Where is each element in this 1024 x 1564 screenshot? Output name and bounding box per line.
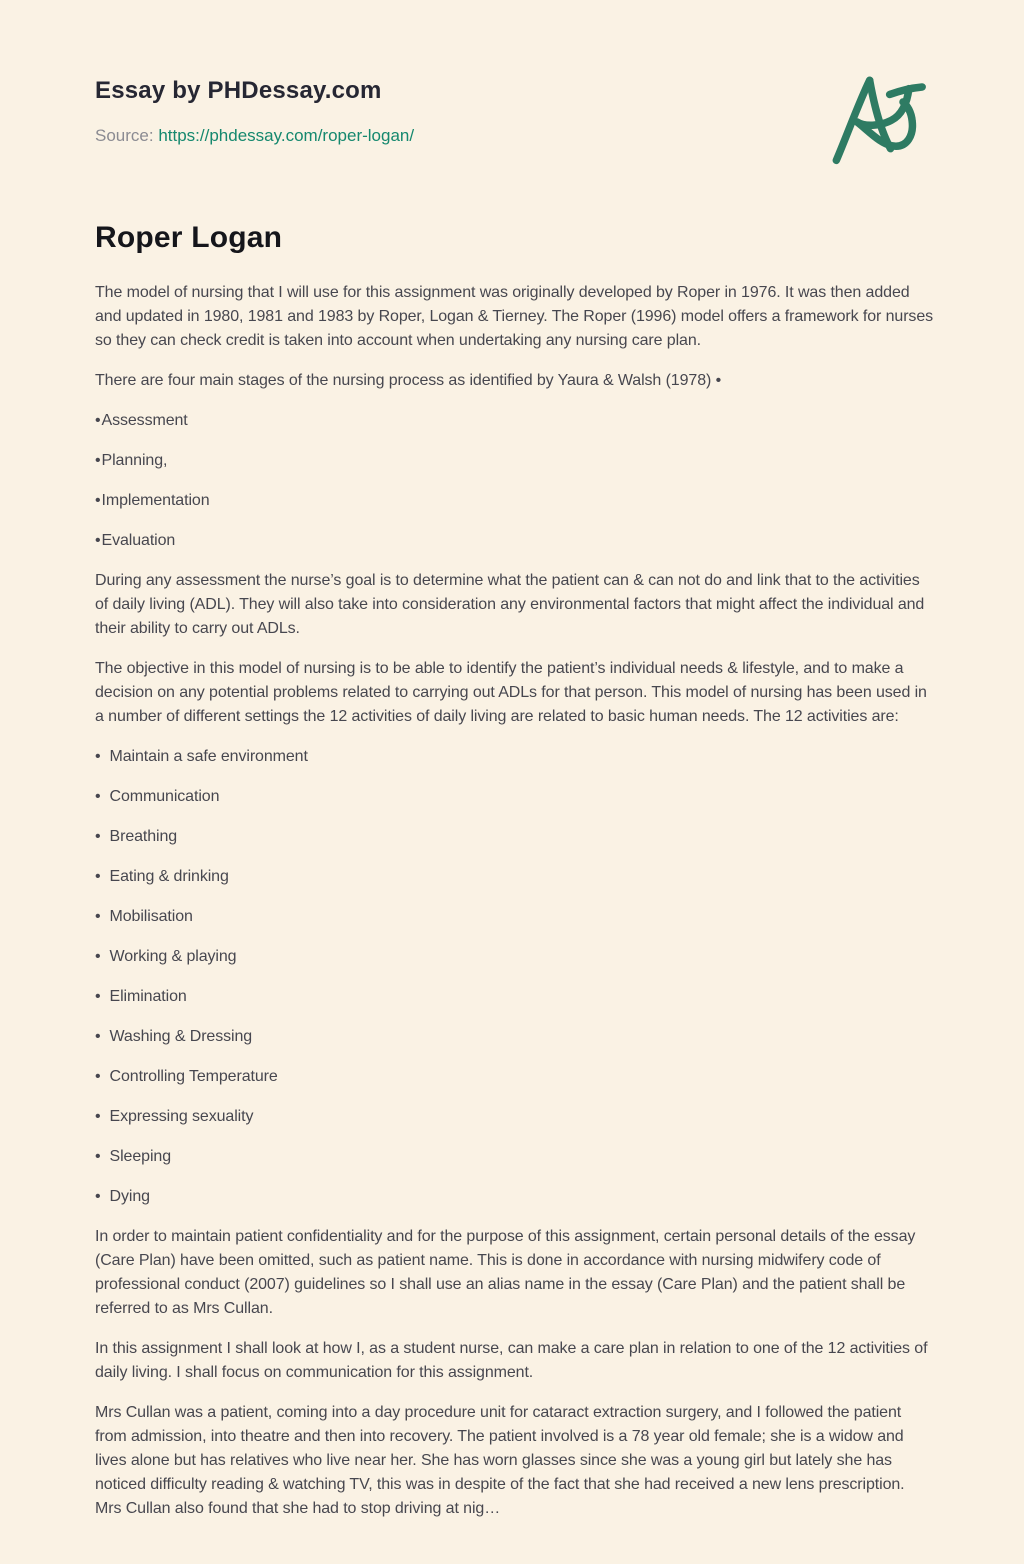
list-item — [95, 449, 935, 473]
list-item — [95, 785, 935, 809]
bullet-icon: • — [95, 1028, 101, 1045]
stage-label: Assessment — [101, 412, 188, 429]
list-item — [95, 1185, 935, 1209]
bullet-icon: • — [95, 492, 101, 509]
bullet-icon: • — [95, 412, 101, 429]
bullet-icon: • — [95, 988, 101, 1005]
activity-label: Eating & drinking — [109, 868, 229, 885]
essay-byline: Essay by PHDessay.com — [95, 77, 382, 104]
activity-label: Elimination — [109, 988, 187, 1005]
activity-label: Working & playing — [109, 948, 237, 965]
intro-paragraph: The model of nursing that I will use for this assignment was originally developed by Roper in 1976. It was then added and updated in 1980, 1981 and 1983 by Roper, Logan & Tierney. The Roper (1996) model offers a framework for nurses so they can check credit is taken into account when undertaking any nursing care plan. — [95, 284, 934, 349]
objective-paragraph: The objective in this model of nursing is to be able to identify the patient’s individual needs & lifestyle, and to make a decision on any potential problems related to carrying out ADLs for that person. This model of nursing has been used in a number of different settings the 12 activities of daily living are related to basic human needs. The 12 activities are: — [95, 660, 927, 725]
list-item — [95, 409, 935, 433]
patient-paragraph: Mrs Cullan was a patient, coming into a day procedure unit for cataract extraction surgery, and I followed the patient from admission, into theatre and then into recovery. The patient involved is a 78 year old female; she is a widow and lives alone but has relatives who live near her. She has worn glasses since she was a young girl but lately she has noticed difficulty reading & watching TV, this was in despite of the fact that she had received a new lens prescription. Mrs Cullan also found that she had to stop driving at nig… — [95, 1404, 905, 1517]
activity-label: Dying — [109, 1188, 150, 1205]
activity-label: Breathing — [109, 828, 178, 845]
source-label: Source: — [95, 126, 154, 145]
page-header — [95, 76, 929, 147]
bullet-icon: • — [95, 532, 101, 549]
activity-label: Communication — [109, 788, 220, 805]
bullet-icon: • — [95, 868, 101, 885]
list-item — [95, 489, 935, 513]
bullet-icon: • — [95, 908, 101, 925]
bullet-icon: • — [95, 788, 101, 805]
list-item — [95, 1145, 935, 1169]
list-item — [95, 1065, 935, 1089]
page-title: Roper Logan — [95, 221, 283, 254]
daily-living-activities-list — [95, 745, 935, 1209]
list-item — [95, 945, 935, 969]
activity-label: Mobilisation — [109, 908, 193, 925]
stages-intro-paragraph: There are four main stages of the nursing process as identified by Yaura & Walsh (1978) • — [95, 372, 722, 389]
bullet-icon: • — [95, 948, 101, 965]
source-line — [95, 125, 929, 147]
list-item — [95, 1025, 935, 1049]
list-item — [95, 529, 935, 553]
article-body — [95, 281, 935, 1521]
list-item — [95, 905, 935, 929]
list-item — [95, 825, 935, 849]
activity-label: Sleeping — [109, 1148, 171, 1165]
activity-label: Controlling Temperature — [109, 1068, 278, 1085]
list-item — [95, 865, 935, 889]
stage-label: Evaluation — [101, 532, 176, 549]
list-item — [95, 745, 935, 769]
bullet-icon: • — [95, 828, 101, 845]
focus-paragraph: In this assignment I shall look at how I, as a student nurse, can make a care plan in relation to one of the 12 activities of daily living. I shall focus on communication for this assignment. — [95, 1340, 928, 1381]
list-item — [95, 1105, 935, 1129]
activity-label: Washing & Dressing — [109, 1028, 253, 1045]
confidentiality-paragraph: In order to maintain patient confidentiality and for the purpose of this assignment, certain personal details of the essay (Care Plan) have been omitted, such as patient name. This is done in accordance with nursing midwifery code of professional conduct (2007) guidelines so I shall use an alias name in the essay (Care Plan) and the patient shall be referred to as Mrs Cullan. — [95, 1228, 916, 1317]
assessment-paragraph: During any assessment the nurse’s goal is to determine what the patient can & can not do and link that to the activities of daily living (ADL). They will also take into consideration any environmental factors that might affect the individual and their ability to carry out ADLs. — [95, 572, 925, 637]
bullet-icon: • — [95, 1108, 101, 1125]
nursing-stages-list — [95, 409, 935, 553]
bullet-icon: • — [95, 1148, 101, 1165]
stage-label: Planning, — [101, 452, 168, 469]
bullet-icon: • — [95, 748, 101, 765]
bullet-icon: • — [95, 452, 101, 469]
source-link[interactable]: https://phdessay.com/roper-logan/ — [158, 126, 415, 145]
bullet-icon: • — [95, 1188, 101, 1205]
stage-label: Implementation — [101, 492, 210, 509]
activity-label: Expressing sexuality — [109, 1108, 254, 1125]
bullet-icon: • — [95, 1068, 101, 1085]
list-item — [95, 985, 935, 1009]
a-plus-logo-icon — [828, 66, 928, 168]
activity-label: Maintain a safe environment — [109, 748, 308, 765]
